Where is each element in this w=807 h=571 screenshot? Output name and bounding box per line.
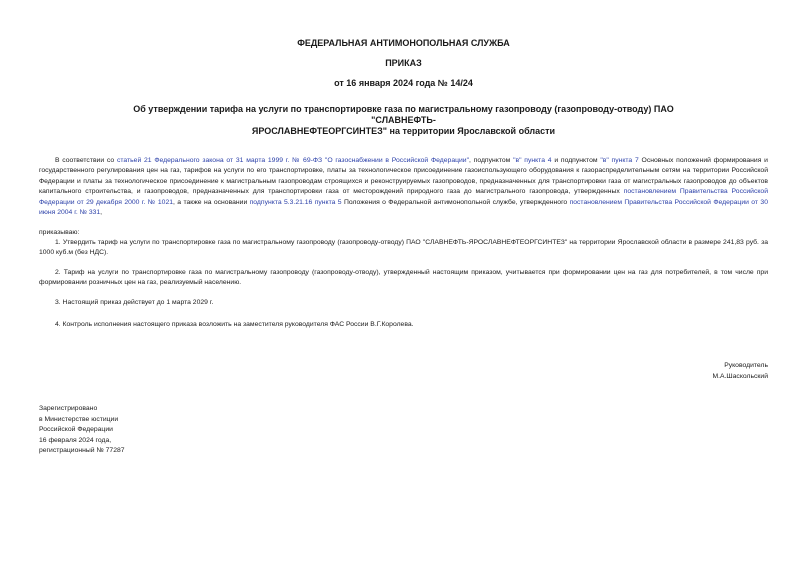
preamble-text: В соответствии со [55, 157, 117, 164]
registration-line: Зарегистрировано [39, 405, 98, 412]
subclause-link[interactable]: подпункта 5.3.21.16 пункта 5 [249, 198, 342, 206]
doc-title [100, 104, 707, 137]
doc-title-line-2: ЯРОСЛАВНЕФТЕОРГСИНТЕЗ" на территории Ярославской области [251, 126, 556, 136]
order-item-1: 1. Утвердить тариф на услуги по транспортировке газа по магистральному газопроводу (газопроводу-отводу) ПАО "СЛАВНЕФТЬ-ЯРОСЛАВНЕФТЕОРГСИНТЕЗ" на территории Ярославской области в размере 241,83 руб. за 1000 куб.м (без НДС). [39, 239, 768, 257]
registration-line: Российской Федерации [39, 426, 113, 434]
preamble-text: , а также на основании [173, 198, 250, 206]
preamble-text: Положения о Федеральной антимонопольной службе, утвержденного [341, 198, 570, 206]
agency-name: ФЕДЕРАЛЬНАЯ АНТИМОНОПОЛЬНАЯ СЛУЖБА [297, 38, 510, 48]
registration-line: в Министерстве юстиции [39, 415, 119, 423]
signature-role: Руководитель [724, 362, 768, 369]
clause-4-link[interactable]: "в" пункта 4 [513, 157, 552, 164]
signature-block [712, 361, 768, 382]
decree-331-link[interactable]: постановлением Правительства Российской Федерации от 30 июня 2004 г. № 331 [39, 198, 768, 217]
order-item-3: 3. Настоящий приказ действует до 1 марта 2029 г. [55, 299, 214, 306]
preamble-text: , подпунктом [469, 157, 514, 164]
doc-type: ПРИКАЗ [385, 58, 422, 68]
order-item-4: 4. Контроль исполнения настоящего приказа возложить на заместителя руководителя ФАС России В.Г.Королева. [55, 321, 414, 328]
registration-block [39, 404, 125, 457]
registration-number: регистрационный № 77287 [39, 447, 125, 455]
signature-name: М.А.Шаскольский [712, 372, 768, 380]
preamble [39, 156, 768, 218]
preamble-text: Основных положений формирования и государственного регулирования цен на газ, тарифов на услуги по его транспортировке, платы за технологическое присоединение газоиспользующего оборудования к газораспределительным сетям на территории Российской Федерации и платы за технологическое присоединение к магистральным газопроводам строящихся и реконструируемых газопроводов, предназначенных для транспортировки газа от магистральных газопроводов до объектов капитального строительства, и газопроводов, предназначенных для транспортировки газа от месторождений природного газа до магистрального газопровода, утвержденных [39, 157, 768, 196]
preamble-text: и подпунктом [551, 157, 601, 164]
order-item-2: 2. Тариф на услуги по транспортировке газа по магистральному газопроводу (газопроводу-отводу), утвержденный настоящим приказом, учитывается при формировании цен на газ для потребителей, в том числе при формировании розничных цен на газ, реализуемый населению. [39, 269, 768, 287]
registration-date: 16 февраля 2024 года, [39, 436, 112, 444]
doc-date-number: от 16 января 2024 года № 14/24 [334, 78, 473, 88]
preamble-text: , [100, 209, 103, 217]
doc-title-line-1: Об утверждении тарифа на услуги по транспортировке газа по магистральному газопроводу (газопроводу-отводу) ПАО "СЛАВНЕФТЬ- [133, 104, 674, 125]
decree-1021-link[interactable]: постановлением Правительства Российской Федерации от 29 декабря 2000 г. № 1021 [39, 188, 768, 206]
law-link[interactable]: статьей 21 Федерального закона от 31 марта 1999 г. № 69-ФЗ "О газоснабжении в Российской Федерации" [116, 157, 469, 164]
preamble-paragraph [39, 156, 768, 218]
order-word: приказываю: [39, 229, 80, 236]
clause-7-link[interactable]: "в" пункта 7 [600, 157, 639, 164]
